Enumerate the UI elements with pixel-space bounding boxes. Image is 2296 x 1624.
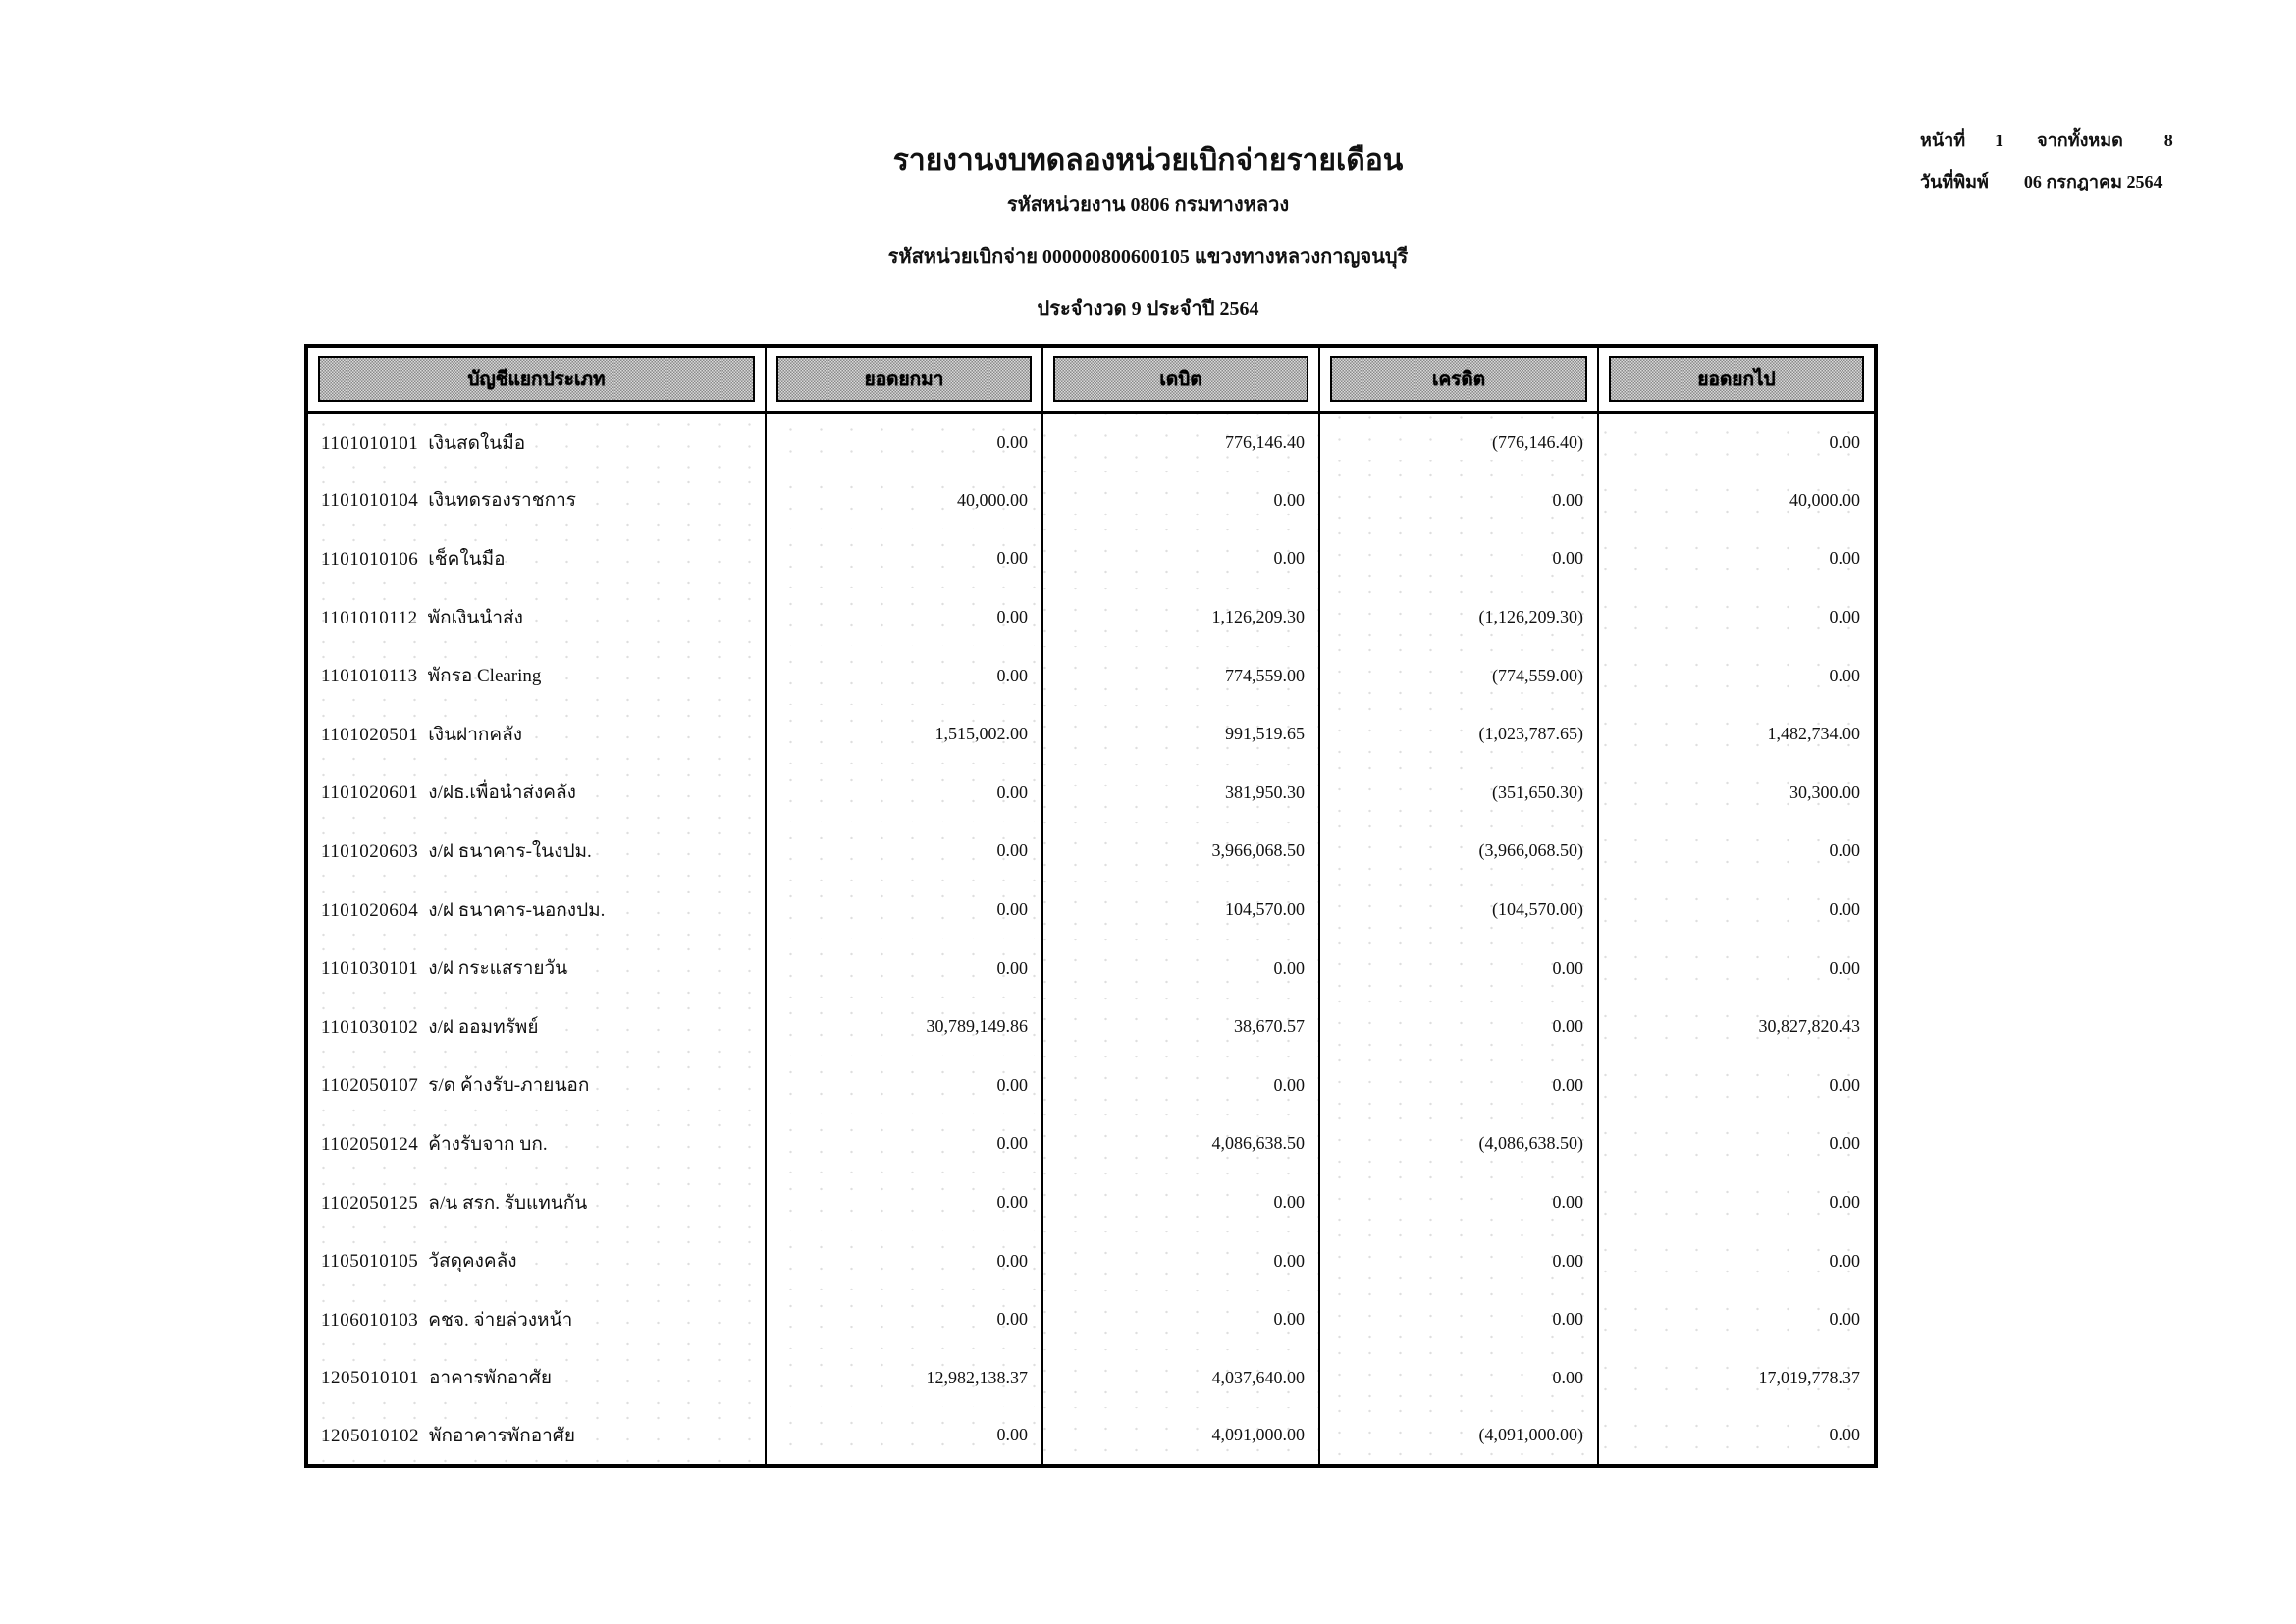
amount-cell: 4,091,000.00 <box>1042 1407 1319 1466</box>
account-cell <box>306 471 766 530</box>
amount-cell: 0.00 <box>1319 471 1598 530</box>
account-code: 1106010103 <box>321 1309 419 1330</box>
account-name: พักเงินนำส่ง <box>427 607 523 628</box>
account-name: ง/ฝ กระแสรายวัน <box>428 958 568 980</box>
amount-cell: 0.00 <box>1319 998 1598 1056</box>
column-header-closing-balance: ยอดยกไป <box>1697 369 1776 391</box>
amount-cell: 0.00 <box>1598 1231 1876 1290</box>
table-row <box>306 939 1876 998</box>
amount-cell: (774,559.00) <box>1319 646 1598 705</box>
total-pages-label: จากทั้งหมด <box>2037 131 2123 150</box>
header-cell-credit <box>1319 346 1598 412</box>
amount-cell: 0.00 <box>1598 881 1876 940</box>
amount-cell: 0.00 <box>766 1407 1042 1466</box>
account-cell <box>306 764 766 823</box>
account-name: เช็คในมือ <box>428 548 506 569</box>
agency-code-subtitle: รหัสหน่วยงาน 0806 กรมทางหลวง <box>1006 194 1290 216</box>
amount-cell: 0.00 <box>766 529 1042 588</box>
amount-cell: 0.00 <box>766 1056 1042 1115</box>
total-pages: 8 <box>2163 131 2173 150</box>
account-name: เงินทดรองราชการ <box>428 490 576 512</box>
table-row <box>306 471 1876 530</box>
amount-cell: 0.00 <box>1598 412 1876 471</box>
amount-cell: (104,570.00) <box>1319 881 1598 940</box>
account-name: ง/ฝ ออมทรัพย์ <box>428 1016 539 1038</box>
amount-cell: 0.00 <box>1042 1231 1319 1290</box>
amount-cell: 0.00 <box>766 939 1042 998</box>
page-label: หน้าที่ <box>1920 131 1966 150</box>
table-row <box>306 1231 1876 1290</box>
account-cell <box>306 939 766 998</box>
amount-cell: 0.00 <box>766 1231 1042 1290</box>
amount-cell: 30,827,820.43 <box>1598 998 1876 1056</box>
amount-cell: 0.00 <box>1598 529 1876 588</box>
amount-cell: 12,982,138.37 <box>766 1349 1042 1408</box>
trial-balance-table <box>304 344 1878 1468</box>
amount-cell: 0.00 <box>1042 1290 1319 1349</box>
amount-cell: 0.00 <box>1598 822 1876 881</box>
amount-cell: 0.00 <box>1319 1056 1598 1115</box>
header-box-opening-balance <box>776 356 1032 402</box>
print-date-label: วันที่พิมพ์ <box>1920 172 1989 191</box>
trial-balance-table-wrap <box>304 344 1875 1468</box>
account-code: 1101010113 <box>321 666 418 687</box>
amount-cell: 0.00 <box>766 588 1042 647</box>
account-cell <box>306 1407 766 1466</box>
header-box-debit <box>1053 356 1308 402</box>
account-cell <box>306 1290 766 1349</box>
amount-cell: 0.00 <box>1319 1231 1598 1290</box>
amount-cell: 104,570.00 <box>1042 881 1319 940</box>
account-cell <box>306 1349 766 1408</box>
amount-cell: 0.00 <box>1319 939 1598 998</box>
table-row <box>306 529 1876 588</box>
amount-cell: 1,482,734.00 <box>1598 705 1876 764</box>
amount-cell: 40,000.00 <box>766 471 1042 530</box>
amount-cell: 0.00 <box>1042 471 1319 530</box>
account-name: พักอาคารพักอาศัย <box>429 1425 575 1446</box>
account-name: ค้างรับจาก บก. <box>428 1133 548 1155</box>
amount-cell: 0.00 <box>1598 1114 1876 1173</box>
amount-cell: (1,023,787.65) <box>1319 705 1598 764</box>
amount-cell: 0.00 <box>1598 1290 1876 1349</box>
period-subtitle: ประจำงวด 9 ประจำปี 2564 <box>1037 298 1259 320</box>
account-cell <box>306 881 766 940</box>
amount-cell: 0.00 <box>766 1173 1042 1232</box>
amount-cell: 0.00 <box>766 1114 1042 1173</box>
account-code: 1105010105 <box>321 1251 419 1272</box>
account-cell <box>306 588 766 647</box>
amount-cell: 0.00 <box>1042 1173 1319 1232</box>
account-cell <box>306 1231 766 1290</box>
header-cell-debit <box>1042 346 1319 412</box>
account-code: 1101020603 <box>321 840 419 862</box>
account-code: 1101010106 <box>321 548 419 569</box>
amount-cell: 0.00 <box>1598 1407 1876 1466</box>
report-title: รายงานงบทดลองหน่วยเบิกจ่ายรายเดือน <box>892 144 1404 177</box>
account-code: 1101010112 <box>321 607 418 628</box>
table-row <box>306 881 1876 940</box>
table-row <box>306 1056 1876 1115</box>
header-box-credit <box>1330 356 1587 402</box>
account-name: เงินสดในมือ <box>428 432 526 454</box>
account-code: 1102050107 <box>321 1075 419 1097</box>
amount-cell: (4,086,638.50) <box>1319 1114 1598 1173</box>
amount-cell: 0.00 <box>766 881 1042 940</box>
amount-cell: 774,559.00 <box>1042 646 1319 705</box>
unit-code-subtitle: รหัสหน่วยเบิกจ่าย 000000800600105 แขวงทางหลวงกาญจนบุรี <box>887 246 1409 268</box>
account-code: 1101030102 <box>321 1016 419 1038</box>
amount-cell: 0.00 <box>1598 939 1876 998</box>
account-name: ง/ฝ ธนาคาร-นอกงปม. <box>428 899 606 921</box>
amount-cell: 30,300.00 <box>1598 764 1876 823</box>
amount-cell: 0.00 <box>1319 1290 1598 1349</box>
table-row <box>306 1173 1876 1232</box>
amount-cell: 0.00 <box>1598 1173 1876 1232</box>
table-row <box>306 588 1876 647</box>
table-row <box>306 998 1876 1056</box>
amount-cell: 0.00 <box>1319 1173 1598 1232</box>
amount-cell: 0.00 <box>766 764 1042 823</box>
amount-cell: 0.00 <box>766 646 1042 705</box>
amount-cell: 1,515,002.00 <box>766 705 1042 764</box>
amount-cell: 0.00 <box>1319 1349 1598 1408</box>
table-row <box>306 822 1876 881</box>
account-cell <box>306 646 766 705</box>
column-header-debit: เดบิต <box>1159 369 1202 391</box>
amount-cell: 0.00 <box>1598 646 1876 705</box>
table-body <box>306 412 1876 1466</box>
account-cell <box>306 1173 766 1232</box>
header-box-account <box>318 356 755 402</box>
table-row <box>306 764 1876 823</box>
amount-cell: 381,950.30 <box>1042 764 1319 823</box>
account-name: ร/ด ค้างรับ-ภายนอก <box>428 1075 590 1097</box>
account-code: 1101010101 <box>321 432 419 454</box>
amount-cell: 991,519.65 <box>1042 705 1319 764</box>
amount-cell: (776,146.40) <box>1319 412 1598 471</box>
table-row <box>306 705 1876 764</box>
amount-cell: (4,091,000.00) <box>1319 1407 1598 1466</box>
account-name: ง/ฝธ.เพื่อนำส่งคลัง <box>428 783 576 804</box>
table-row <box>306 646 1876 705</box>
account-name: อาคารพักอาศัย <box>429 1368 552 1389</box>
account-cell <box>306 1114 766 1173</box>
table-row <box>306 1290 1876 1349</box>
header-row <box>306 346 1876 412</box>
account-code: 1101020601 <box>321 783 419 804</box>
amount-cell: 776,146.40 <box>1042 412 1319 471</box>
account-name: เงินฝากคลัง <box>428 724 522 745</box>
account-code: 1101010104 <box>321 490 419 512</box>
column-header-account: บัญชีแยกประเภท <box>467 369 606 391</box>
amount-cell: 0.00 <box>1319 529 1598 588</box>
amount-cell: 0.00 <box>1598 1056 1876 1115</box>
amount-cell: (351,650.30) <box>1319 764 1598 823</box>
amount-cell: 0.00 <box>1598 588 1876 647</box>
amount-cell: 0.00 <box>766 1290 1042 1349</box>
table-header <box>306 346 1876 412</box>
amount-cell: 4,086,638.50 <box>1042 1114 1319 1173</box>
amount-cell: 3,966,068.50 <box>1042 822 1319 881</box>
table-row <box>306 1407 1876 1466</box>
account-cell <box>306 822 766 881</box>
account-code: 1101020501 <box>321 724 419 745</box>
amount-cell: 0.00 <box>766 822 1042 881</box>
amount-cell: 38,670.57 <box>1042 998 1319 1056</box>
amount-cell: (1,126,209.30) <box>1319 588 1598 647</box>
amount-cell: 1,126,209.30 <box>1042 588 1319 647</box>
account-code: 1205010102 <box>321 1425 419 1446</box>
amount-cell: 4,037,640.00 <box>1042 1349 1319 1408</box>
amount-cell: 0.00 <box>766 412 1042 471</box>
amount-cell: 30,789,149.86 <box>766 998 1042 1056</box>
account-cell <box>306 412 766 471</box>
table-row <box>306 412 1876 471</box>
header-box-closing-balance <box>1609 356 1864 402</box>
header-cell-account <box>306 346 766 412</box>
header-cell-closing-balance <box>1598 346 1876 412</box>
page-number: 1 <box>1995 131 2004 150</box>
account-cell <box>306 998 766 1056</box>
account-cell <box>306 529 766 588</box>
account-code: 1101030101 <box>321 958 419 980</box>
print-date: 06 กรกฎาคม 2564 <box>2023 172 2163 191</box>
account-cell <box>306 705 766 764</box>
account-code: 1102050125 <box>321 1192 419 1214</box>
amount-cell: 0.00 <box>1042 529 1319 588</box>
account-code: 1205010101 <box>321 1368 419 1389</box>
account-cell <box>306 1056 766 1115</box>
account-name: ง/ฝ ธนาคาร-ในงปม. <box>428 840 592 862</box>
table-row <box>306 1114 1876 1173</box>
account-code: 1101020604 <box>321 899 419 921</box>
amount-cell: 0.00 <box>1042 939 1319 998</box>
column-header-credit: เครดิต <box>1431 369 1486 391</box>
amount-cell: 40,000.00 <box>1598 471 1876 530</box>
header-cell-opening-balance <box>766 346 1042 412</box>
account-name: คชจ. จ่ายล่วงหน้า <box>428 1309 573 1330</box>
amount-cell: 17,019,778.37 <box>1598 1349 1876 1408</box>
amount-cell: 0.00 <box>1042 1056 1319 1115</box>
account-name: วัสดุคงคลัง <box>428 1251 517 1272</box>
account-name: ล/น สรก. รับแทนกัน <box>428 1192 588 1214</box>
account-name: พักรอ Clearing <box>427 666 542 687</box>
account-code: 1102050124 <box>321 1133 419 1155</box>
amount-cell: (3,966,068.50) <box>1319 822 1598 881</box>
table-row <box>306 1349 1876 1408</box>
column-header-opening-balance: ยอดยกมา <box>864 369 944 391</box>
